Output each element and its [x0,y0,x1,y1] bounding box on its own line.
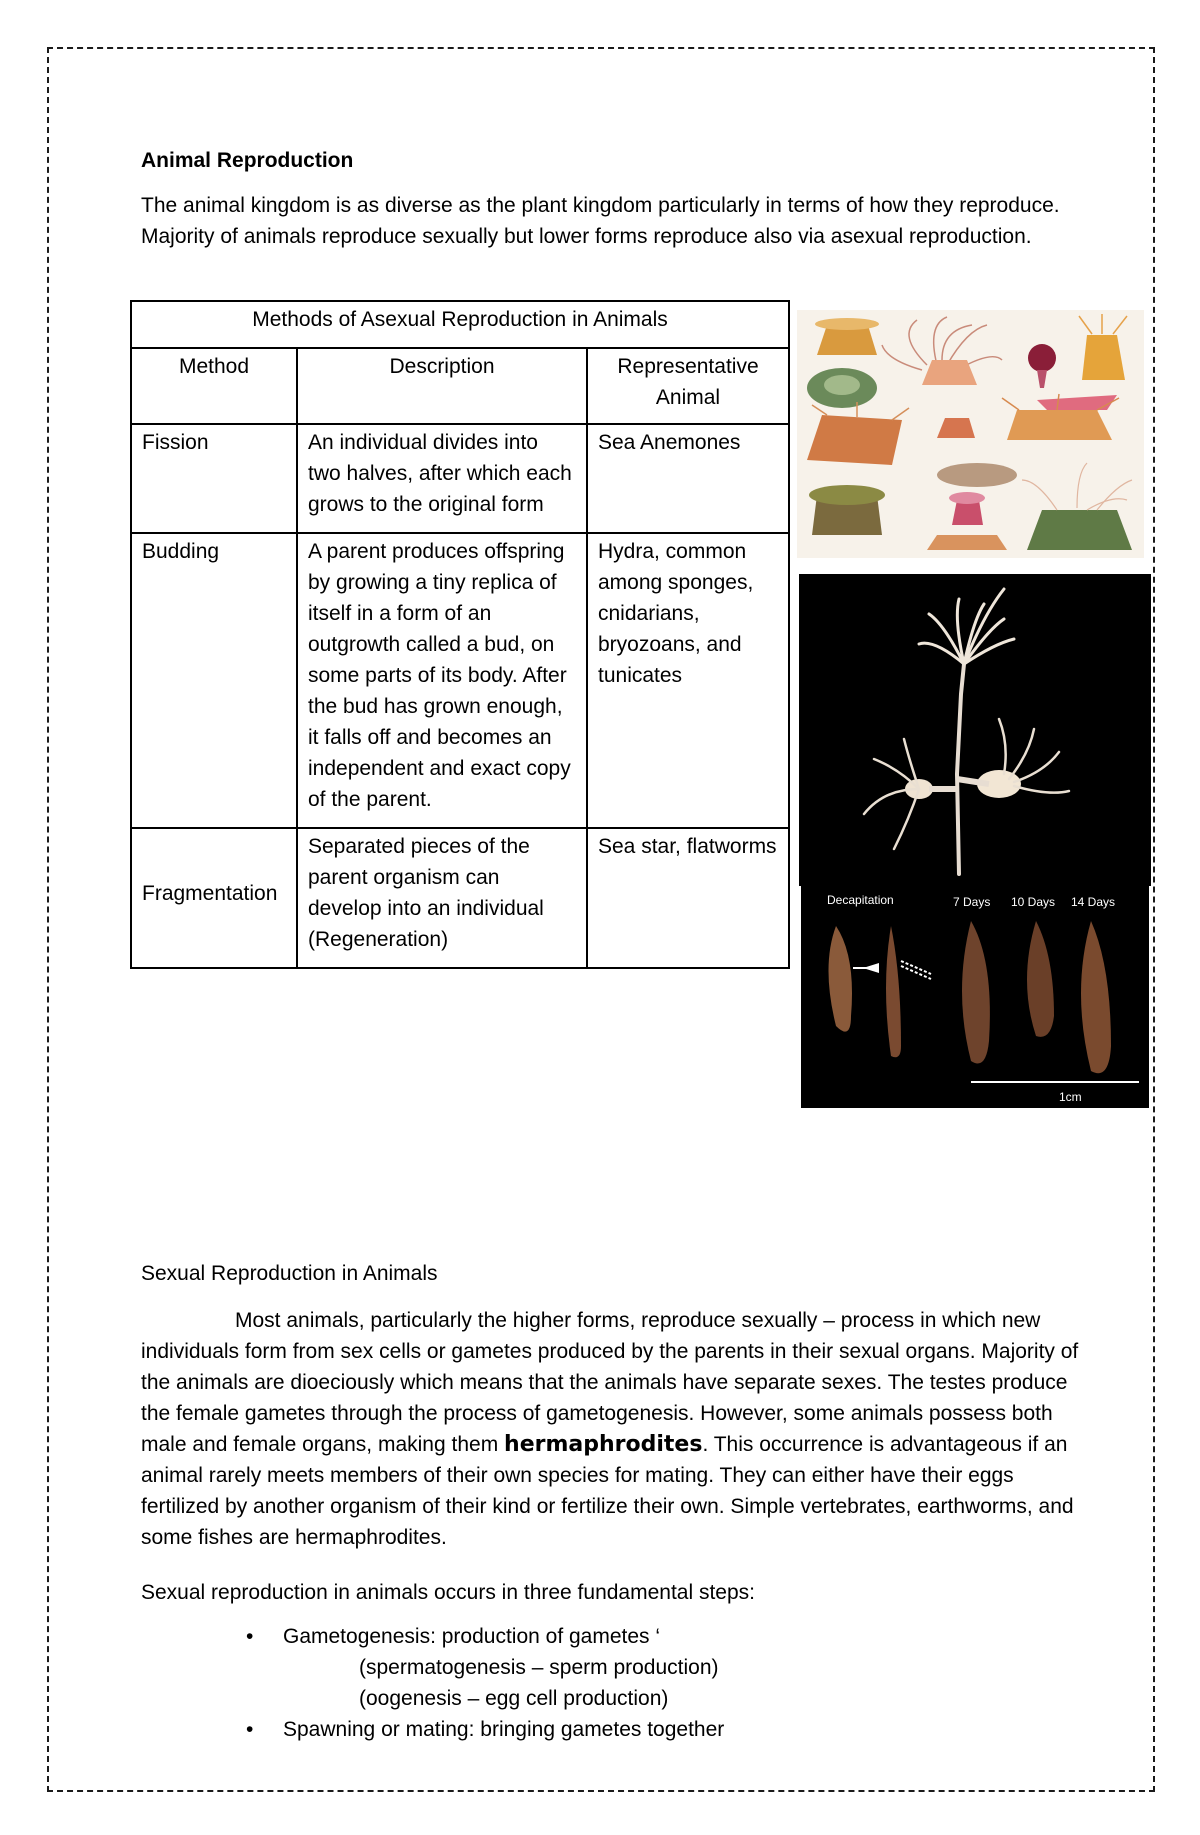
bullet-icon: • [246,1718,254,1741]
table-caption: Methods of Asexual Reproduction in Animals [131,301,789,348]
list-item [141,1714,724,1745]
planaria-regeneration-photo [801,886,1149,1108]
decapitation-label: Decapitation [827,893,894,907]
method-cell: Budding [131,533,297,828]
column-header-animal: Representative Animal [587,348,789,424]
table-header-row [131,348,789,424]
hydra-budding-photo [799,574,1151,886]
step-sub-item: (spermatogenesis – sperm production) [359,1656,719,1679]
day7-label: 7 Days [953,895,991,909]
description-cell: Separated pieces of the parent organism can develop into an individual (Regeneration) [297,828,587,968]
table-row [131,828,789,968]
asexual-methods-table [130,300,790,969]
sea-anemone-illustration [797,310,1144,558]
intro-paragraph: The animal kingdom is as diverse as the plant kingdom particularly in terms of how they reproduce. Majority of animals reproduce sexually but lower forms reproduce also via asexual reproduction. [141,194,1060,248]
sexual-reproduction-paragraph [141,1305,1081,1553]
animal-cell: Sea star, flatworms [587,828,789,968]
animal-cell: Hydra, common among sponges, cnidarians, bryozoans, and tunicates [587,533,789,828]
step-label: Spawning or mating: bringing gametes together [283,1718,725,1741]
step-label: Gametogenesis: production of gametes ‘ [283,1625,661,1648]
paragraph-text-start: Most animals, particularly the higher forms, reproduce sexually – process in which new individuals form from sex cells or gametes produced by the parents in their sexual organs. Majority of the animals are dioeciously which means that the animals have separate sexes. The testes produce the female gametes through the process of gametogenesis. However, some animals possess both male and female organs, making them [141,1309,1079,1456]
description-cell: A parent produces offspring by growing a tiny replica of itself in a form of an outgrowth called a bud, on some parts of its body. After the bud has grown enough, it falls off and becomes an independent and exact copy of the parent. [297,533,587,828]
steps-list [141,1621,724,1745]
method-cell: Fission [131,424,297,533]
table-row [131,533,789,828]
table-row [131,424,789,533]
page-title: Animal Reproduction [141,149,354,172]
day10-label: 10 Days [1011,895,1056,909]
animal-cell: Sea Anemones [587,424,789,533]
step-sub-item: (oogenesis – egg cell production) [359,1687,669,1710]
day14-label: 14 Days [1071,895,1116,909]
method-cell: Fragmentation [131,828,297,968]
scale-bar-label: 1cm [1059,1090,1082,1104]
steps-intro: Sexual reproduction in animals occurs in three fundamental steps: [141,1581,756,1604]
column-header-method: Method [131,348,297,424]
bullet-icon: • [246,1625,254,1648]
sexual-reproduction-heading: Sexual Reproduction in Animals [141,1262,438,1285]
paragraph-text-end: . This occurrence is advantageous if an animal rarely meets members of their own species for mating. They can either have their eggs fertilized by another organism of their kind or fertilize their own. Simple vertebrates, earthworms, and some fishes are hermaphrodites. [141,1433,1074,1549]
hermaphrodites-term: hermaphrodites [504,1432,703,1457]
column-header-description: Description [297,348,587,424]
description-cell: An individual divides into two halves, after which each grows to the original form [297,424,587,533]
list-item [141,1621,724,1714]
